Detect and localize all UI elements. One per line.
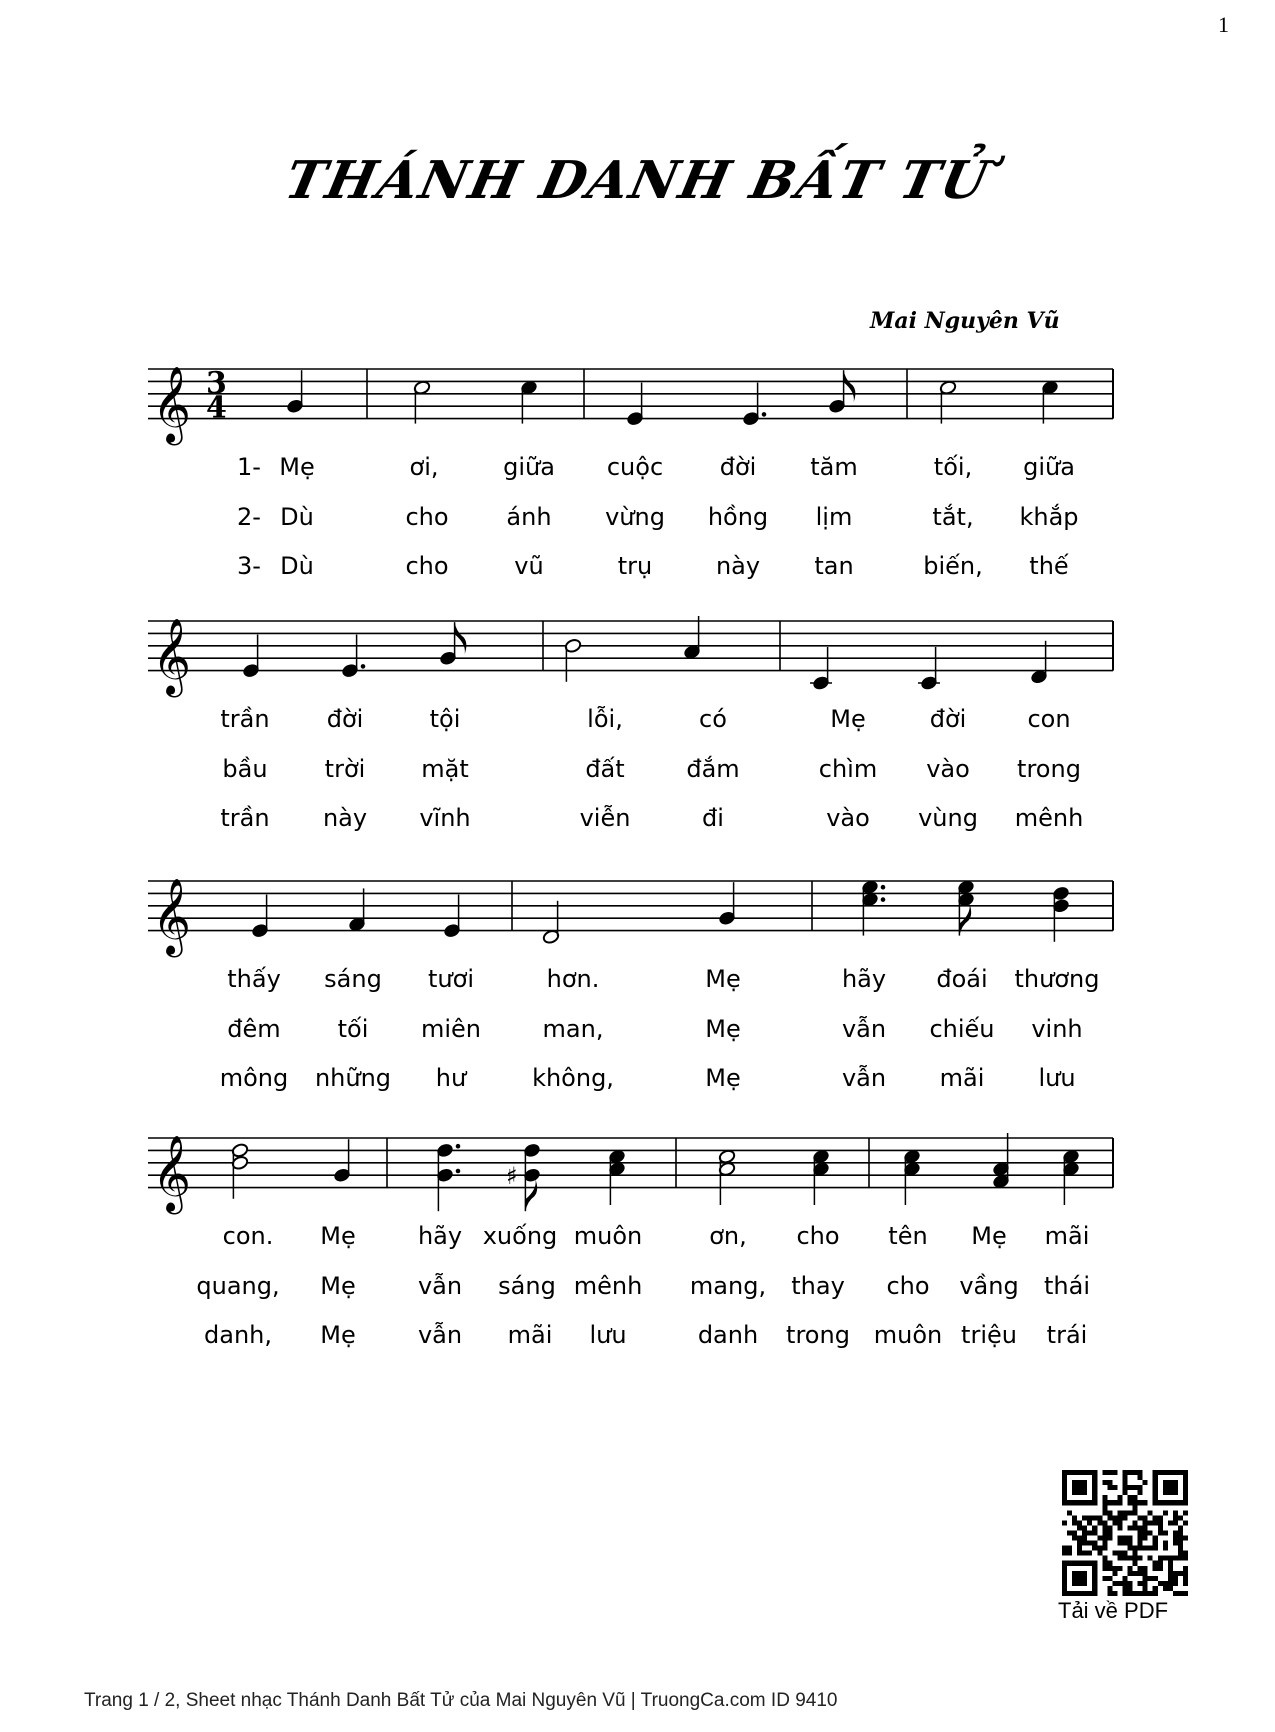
lyric-word: trần [220,704,270,733]
lyric-word: tên [888,1221,928,1250]
lyric-word: Mẹ [971,1221,1007,1250]
note [626,383,644,427]
lyric-word: hơn. [546,964,600,993]
lyric-word: lỗi, [587,704,623,733]
lyric-word: mặt [421,754,469,783]
note [520,380,538,424]
note [861,879,885,935]
lyric-word: trời [324,754,366,783]
time-signature-top: 3 [206,365,227,401]
lyric-word: này [322,803,368,832]
note [957,879,975,935]
lyric-word: đêm [227,1014,281,1043]
lyric-word: này [715,551,761,580]
page-footer: Trang 1 / 2, Sheet nhạc Thánh Danh Bất Tử của Mai Nguyên Vũ | TruongCa.com ID 9410 [84,1690,838,1711]
lyric-word: những [314,1063,392,1092]
qr-code-icon[interactable] [1062,1470,1188,1596]
note [992,1133,1010,1189]
lyric-word: tội [429,704,461,733]
lyric-word: trụ [617,551,653,580]
note [1052,886,1070,942]
note [242,635,260,679]
lyric-word: vùng [918,803,978,832]
lyric-word: hư [435,1063,467,1092]
lyric-word: thái [1044,1271,1090,1300]
lyric-word: vẫn [417,1271,463,1300]
composer-name: Mai Nguyên Vũ [870,308,1060,334]
lyric-word: đắm [686,754,740,783]
note [341,635,365,679]
note [608,1149,626,1205]
lyric-word: giữa [503,452,555,481]
lyric-word: đi [702,803,724,832]
lyric-word: mãi [507,1320,553,1349]
lyric-word: Mẹ [320,1320,356,1349]
verse-number: 1- [237,452,261,481]
lyric-word: tối [337,1014,369,1043]
lyric-word: Dù [280,502,314,531]
note [918,647,940,691]
lyric-word: có [699,704,727,733]
lyric-word: hồng [707,502,769,531]
lyric-word: man, [542,1014,604,1043]
lyric-word: vẫn [841,1014,887,1043]
lyric-word: triệu [961,1320,1017,1349]
lyric-word: cuộc [606,452,664,481]
lyric-word: thương [1014,964,1100,993]
lyric-word: Mẹ [705,1014,741,1043]
lyric-word: quang, [196,1271,280,1300]
lyric-word: muôn [873,1320,943,1349]
lyric-word: thấy [227,964,281,993]
lyric-word: cho [405,502,449,531]
lyric-word: tan [814,551,854,580]
lyric-word: tươi [428,964,474,993]
lyric-word: miên [420,1014,482,1043]
lyric-word: lưu [1038,1063,1076,1092]
lyric-word: lịm [815,502,853,531]
lyric-word: hãy [841,964,887,993]
lyric-word: mênh [573,1271,643,1300]
time-signature-bottom: 4 [206,390,227,426]
lyric-word: vẫn [841,1063,887,1092]
treble-clef-icon: 𝄞 [152,365,192,443]
lyric-word: tăm [810,452,858,481]
lyric-word: biến, [923,551,983,580]
lyric-word: chìm [818,754,878,783]
lyric-word: sáng [498,1271,556,1300]
note [810,647,832,691]
lyric-word: muôn [573,1221,643,1250]
lyric-word: trái [1046,1320,1088,1349]
lyric-word: viễn [579,803,631,832]
song-title: THÁNH DANH BẤT TỬ [279,150,996,211]
lyric-word: đời [719,452,757,481]
lyric-word: thay [791,1271,845,1300]
lyric-word: ơi, [409,452,439,481]
note [828,370,855,414]
lyric-word: ơn, [709,1221,747,1250]
sharp-icon: ♯ [506,1162,518,1191]
note [903,1149,921,1205]
note [1062,1149,1080,1205]
lyric-word: trong [786,1320,850,1349]
lyric-word: chiếu [929,1014,995,1043]
note [718,882,736,926]
note [939,380,957,424]
treble-clef-icon: 𝄞 [152,877,192,955]
download-pdf-link[interactable]: Tải về PDF [1058,1598,1169,1623]
lyric-word: cho [796,1221,840,1250]
lyric-word: Dù [280,551,314,580]
lyric-word: trần [220,803,270,832]
page-number: 1 [1218,12,1229,37]
lyric-word: tắt, [932,502,974,531]
lyric-word: vầng [959,1271,1019,1300]
lyric-word: đoái [936,964,988,993]
note [742,383,766,427]
lyric-word: vĩnh [419,803,471,832]
lyric-word: Mẹ [279,452,315,481]
lyric-word: mênh [1014,803,1084,832]
note [436,1143,460,1212]
lyric-word: ánh [506,502,552,531]
lyric-word: hãy [417,1221,463,1250]
lyric-word: sáng [324,964,382,993]
lyric-word: vũ [514,551,544,580]
note [1030,641,1048,685]
lyric-word: danh, [204,1320,272,1349]
verse-number: 3- [237,551,261,580]
note [333,1139,351,1183]
note [812,1149,830,1205]
staff-system [148,616,1113,698]
note [443,895,461,939]
lyric-word: mông [219,1063,289,1092]
lyric-word: vào [826,803,870,832]
staff-system [148,366,1113,446]
lyric-word: Mẹ [320,1221,356,1250]
lyric-word: xuống [482,1221,558,1250]
treble-clef-icon: 𝄞 [152,1134,192,1212]
staff-system [148,878,1113,958]
lyric-word: con. [222,1221,274,1250]
note [718,1149,736,1205]
lyric-word: vinh [1031,1014,1083,1043]
lyric-word: tối, [933,452,973,481]
note [506,1143,541,1212]
note [564,638,582,682]
lyric-word: Mẹ [705,964,741,993]
lyric-word: vẫn [417,1320,463,1349]
note [1041,380,1059,424]
treble-clef-icon: 𝄞 [152,617,192,695]
note [348,888,366,932]
lyric-word: vừng [605,502,665,531]
lyric-word: Mẹ [830,704,866,733]
lyric-word: mang, [689,1271,767,1300]
lyric-word: mãi [939,1063,985,1092]
verse-number: 2- [237,502,261,531]
lyric-word: bầu [222,754,268,783]
note [286,370,304,414]
note [542,901,560,945]
lyric-word: khắp [1019,502,1079,531]
lyric-word: đời [929,704,967,733]
lyric-word: đời [326,704,364,733]
lyric-word: thế [1029,551,1069,580]
lyric-word: đất [585,754,625,783]
lyric-word: vào [926,754,970,783]
lyric-word: trong [1017,754,1081,783]
lyric-word: Mẹ [705,1063,741,1092]
note [251,895,269,939]
lyric-word: giữa [1023,452,1075,481]
note [231,1143,249,1199]
lyric-word: mãi [1044,1221,1090,1250]
lyric-word: cho [405,551,449,580]
note [413,380,431,424]
staff-system [148,1133,1113,1215]
lyric-word: lưu [589,1320,627,1349]
note [683,616,701,660]
lyric-word: không, [532,1063,614,1092]
lyric-word: danh [697,1320,759,1349]
lyric-word: cho [886,1271,930,1300]
lyric-word: Mẹ [320,1271,356,1300]
note [439,622,466,666]
lyric-word: con [1027,704,1071,733]
